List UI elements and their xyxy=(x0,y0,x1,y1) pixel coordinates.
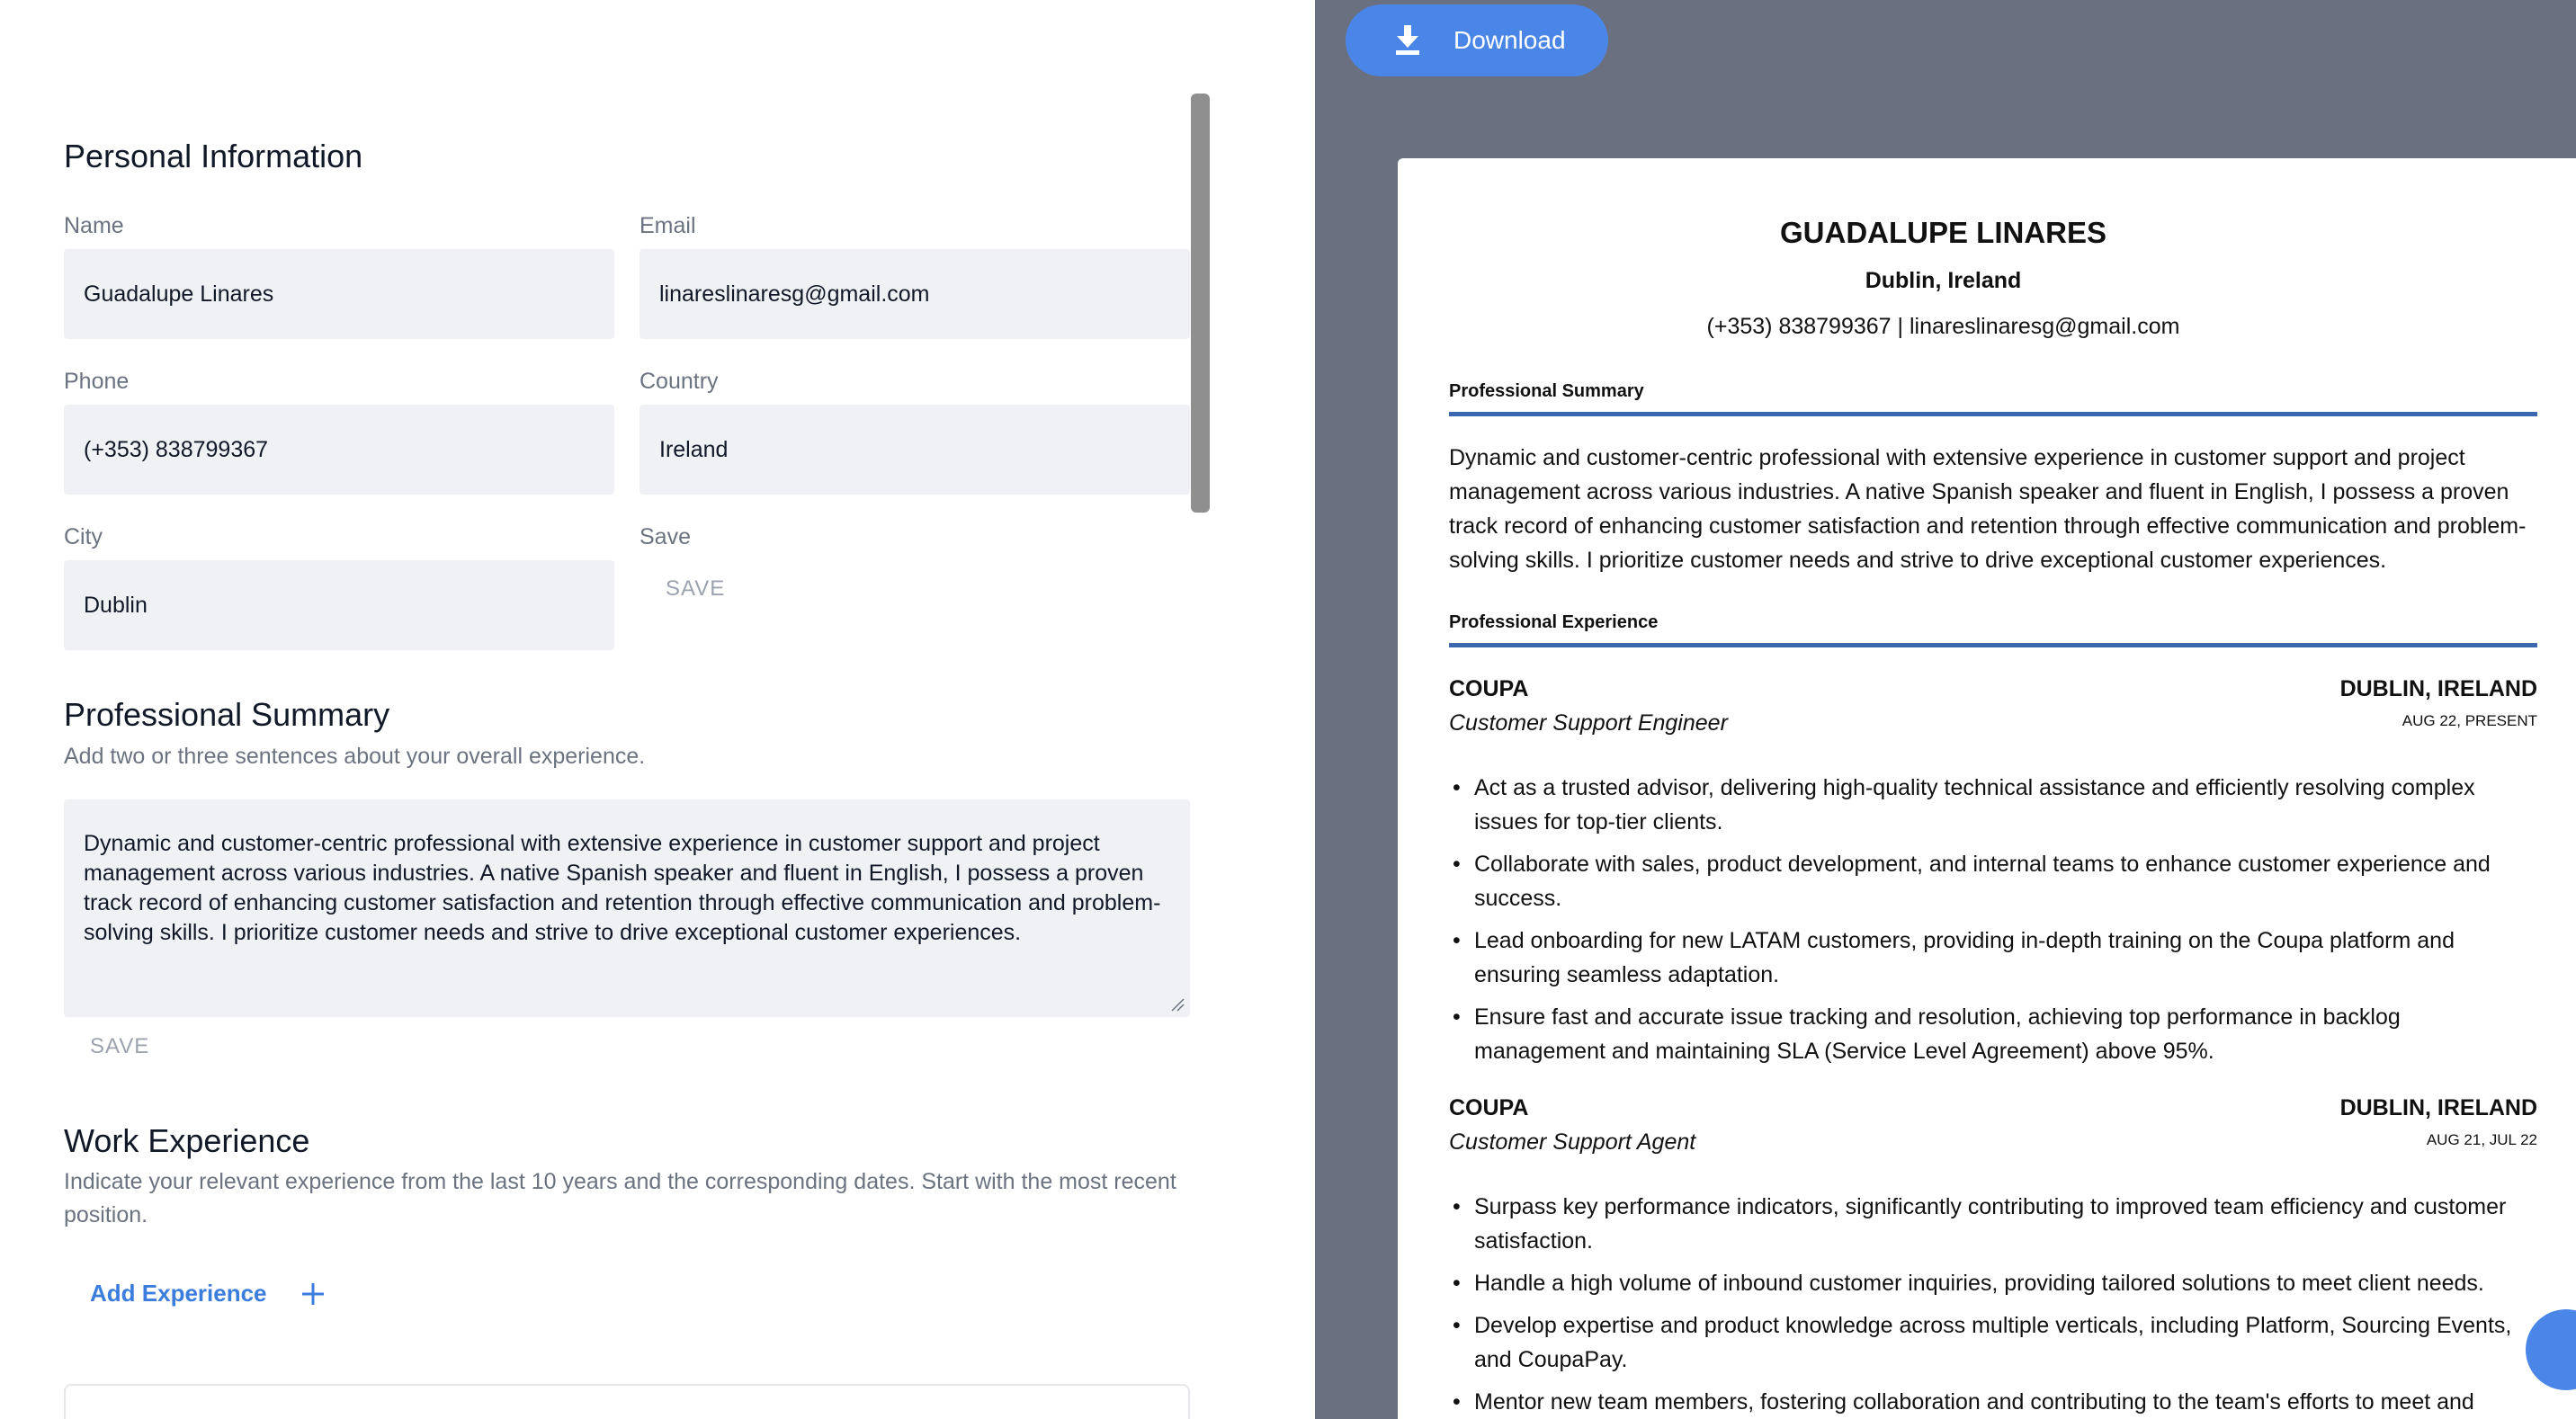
city-label: City xyxy=(64,524,103,549)
country-input[interactable]: Ireland xyxy=(640,405,1190,495)
add-experience-button[interactable] xyxy=(90,1280,326,1307)
city-input[interactable]: Dublin xyxy=(64,560,614,650)
resume-summary-text: Dynamic and customer-centric professional with extensive experience in customer support and project management across various industries. A native Spanish speaker and fluent in English, I possess a proven track record of enhancing customer satisfaction and retention through effective communication and problem-solving skills. I prioritize customer needs and strive to drive exceptional customer experiences. xyxy=(1449,445,2527,573)
job-bullet: • Collaborate with sales, product development, and internal teams to enhance customer experience and success. xyxy=(1449,847,2537,915)
resize-handle-icon[interactable] xyxy=(1170,997,1185,1012)
email-input[interactable]: linareslinaresg@gmail.com xyxy=(640,249,1190,339)
resume-contact: (+353) 838799367 | linareslinaresg@gmail.com xyxy=(1706,314,2180,339)
job-role: Customer Support Engineer xyxy=(1449,710,1728,736)
work-subtitle: Indicate your relevant experience from the last 10 years and the corresponding dates. Start with the most recent position. xyxy=(64,1169,1176,1227)
summary-save-button[interactable]: SAVE xyxy=(90,1034,150,1058)
resume-summary-heading: Professional Summary xyxy=(1449,381,1644,401)
phone-input[interactable]: (+353) 838799367 xyxy=(64,405,614,495)
job-bullet: • Lead onboarding for new LATAM customers, providing in-depth training on the Coupa platform and ensuring seamless adaptation. xyxy=(1449,924,2537,992)
personal-info-heading: Personal Information xyxy=(64,138,363,174)
job-dates: AUG 22, PRESENT xyxy=(2402,712,2537,729)
job-bullet: • Surpass key performance indicators, significantly contributing to improved team efficiency and customer satisfaction. xyxy=(1449,1190,2537,1258)
job-dates: AUG 21, JUL 22 xyxy=(2426,1131,2537,1148)
editor-scrollbar[interactable] xyxy=(1191,94,1210,513)
job-company: COUPA xyxy=(1449,676,1529,701)
job-place: DUBLIN, IRELAND xyxy=(2339,1095,2537,1120)
resume-preview-panel xyxy=(1315,0,2576,1419)
job-bullet: • Develop expertise and product knowledge across multiple verticals, including Platform, Sourcing Events, and CoupaPay. xyxy=(1449,1308,2537,1377)
plus-icon xyxy=(300,1281,326,1307)
summary-subtitle: Add two or three sentences about your overall experience. xyxy=(64,744,646,769)
phone-label: Phone xyxy=(64,369,130,394)
name-label: Name xyxy=(64,213,124,238)
job-bullet: • Ensure fast and accurate issue tracking and resolution, achieving top performance in backlog management and maintaining SLA (Service Level Agreement) above 95%. xyxy=(1449,1000,2537,1068)
job-bullets xyxy=(1449,1190,2537,1419)
job-bullets xyxy=(1449,771,2537,1076)
country-label: Country xyxy=(640,369,719,394)
resume-experience-heading: Professional Experience xyxy=(1449,612,1659,632)
work-heading: Work Experience xyxy=(64,1122,310,1159)
download-button[interactable] xyxy=(1346,4,1608,76)
download-icon xyxy=(1394,25,1421,56)
summary-heading: Professional Summary xyxy=(64,696,390,733)
job-bullet: • Act as a trusted advisor, delivering high-quality technical assistance and efficiently resolving complex issues for top-tier clients. xyxy=(1449,771,2537,839)
add-experience-label: Add Experience xyxy=(90,1280,267,1307)
download-label: Download xyxy=(1453,26,1566,54)
experience-card[interactable] xyxy=(64,1384,1190,1419)
job-place: DUBLIN, IRELAND xyxy=(2339,676,2537,701)
resume-page xyxy=(1398,158,2576,1419)
summary-textarea[interactable] xyxy=(64,799,1190,1017)
name-input[interactable]: Guadalupe Linares xyxy=(64,249,614,339)
summary-divider xyxy=(1449,412,2537,416)
experience-divider xyxy=(1449,643,2537,647)
job-bullet: • Handle a high volume of inbound customer inquiries, providing tailored solutions to meet client needs. xyxy=(1449,1266,2537,1300)
summary-text: Dynamic and customer-centric professional with extensive experience in customer support and project management across various industries. A native Spanish speaker and fluent in English, I possess a proven track record of enhancing customer satisfaction and retention through effective communication and problem-solving skills. I prioritize customer needs and strive to drive exceptional customer experiences. xyxy=(84,831,1161,945)
resume-name: GUADALUPE LINARES xyxy=(1779,216,2107,249)
job-company: COUPA xyxy=(1449,1095,1529,1120)
resume-location: Dublin, Ireland xyxy=(1865,268,2022,293)
email-label: Email xyxy=(640,213,696,238)
job-role: Customer Support Agent xyxy=(1449,1129,1696,1155)
job-bullet: • Mentor new team members, fostering collaboration and contributing to the team's efforts to meet and xyxy=(1449,1385,2537,1419)
personal-save-button[interactable]: SAVE xyxy=(666,576,726,601)
save-label: Save xyxy=(640,524,691,549)
